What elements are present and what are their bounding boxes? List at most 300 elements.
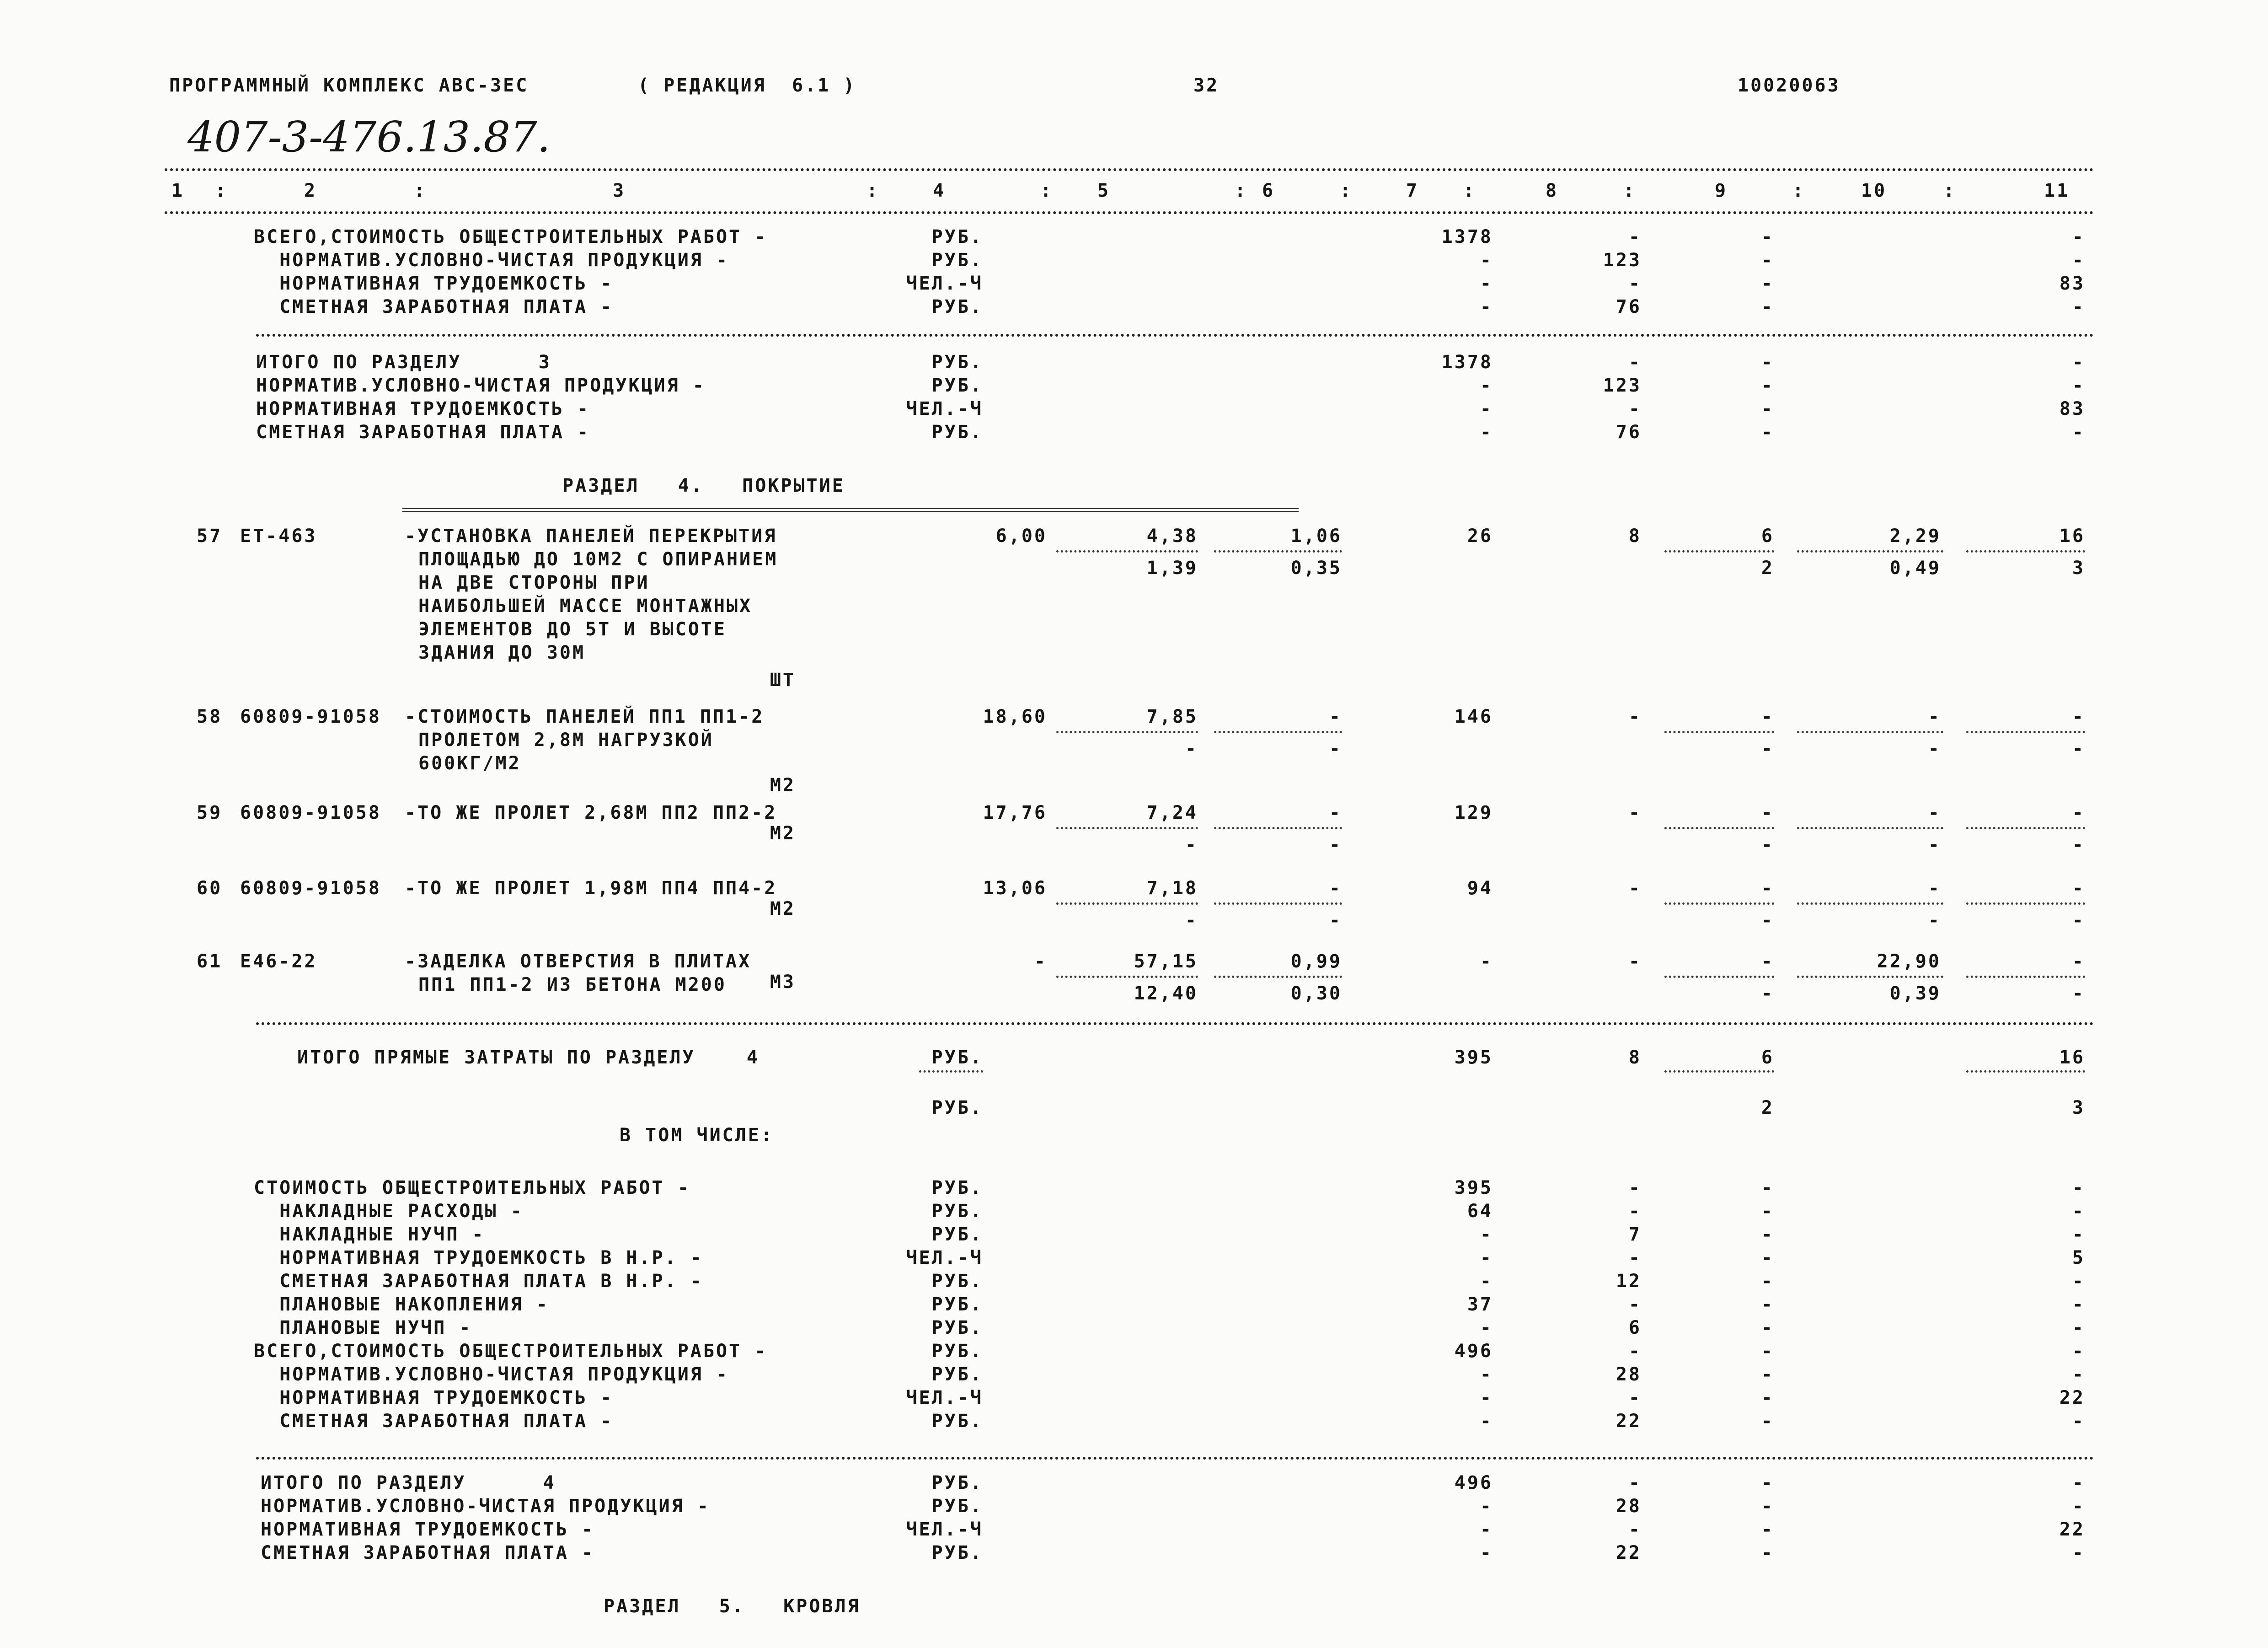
column-header: :	[1623, 180, 1637, 201]
cell-col9: -	[1761, 706, 1774, 727]
unit-cost-total: 7,24	[1146, 802, 1198, 823]
cell-col9: -	[1761, 398, 1774, 419]
item-description: ПЛОЩАДЬЮ ДО 10М2 С ОПИРАНИЕМ	[418, 549, 778, 570]
cell-col9: -	[1761, 1177, 1774, 1198]
item-unit: М3	[770, 972, 796, 993]
summary-label: ВСЕГО,СТОИМОСТЬ ОБЩЕСТРОИТЕЛЬНЫХ РАБОТ -	[254, 226, 768, 247]
cell-col10-second: 0,49	[1889, 558, 1941, 579]
cell-col11: -	[2072, 802, 2085, 823]
program-name: ПРОГРАММНЫЙ КОМПЛЕКС АВС-ЗЕС	[169, 75, 529, 96]
item-quantity: 6,00	[995, 526, 1047, 547]
cell-col9: -	[1761, 250, 1774, 271]
cell-col10: -	[1928, 878, 1941, 899]
sub-rule	[1056, 731, 1198, 733]
sub-rule	[1966, 550, 2085, 553]
column-header: :	[414, 180, 427, 201]
item-unit: М2	[770, 898, 796, 919]
column-header: 6	[1262, 180, 1275, 201]
cell-col8: -	[1628, 1201, 1642, 1222]
summary-label: НОРМАТИВНАЯ ТРУДОЕМКОСТЬ -	[254, 1387, 614, 1408]
item-quantity: 13,06	[983, 878, 1047, 899]
cell-col11-second: 3	[2072, 558, 2085, 579]
unit-label: РУБ.	[931, 1047, 983, 1068]
rule	[165, 168, 2094, 171]
column-header: 5	[1097, 180, 1111, 201]
unit-cost-wage-second: -	[1329, 910, 1342, 931]
cell-col11: -	[2072, 296, 2085, 317]
item-description: ПРОЛЕТОМ 2,8М НАГРУЗКОЙ	[418, 730, 714, 751]
cell-col11: 83	[2059, 398, 2085, 419]
sub-rule	[1056, 902, 1198, 905]
cell-col8: 76	[1615, 422, 1642, 443]
sub-rule	[1797, 827, 1943, 829]
item-number: 60	[197, 878, 223, 899]
cell-col9: -	[1761, 1519, 1774, 1540]
summary-label: СМЕТНАЯ ЗАРАБОТНАЯ ПЛАТА -	[254, 296, 614, 317]
unit-cost-total: 7,85	[1146, 706, 1198, 727]
item-description: -УСТАНОВКА ПАНЕЛЕЙ ПЕРЕКРЫТИЯ	[405, 526, 777, 547]
cell-col8: -	[1628, 1387, 1642, 1408]
edition-label: ( РЕДАКЦИЯ 6.1 )	[638, 75, 856, 96]
cell-col9: -	[1761, 1542, 1774, 1563]
sub-rule	[1966, 902, 2085, 905]
unit-cost-total-second: -	[1185, 834, 1198, 855]
cell-col9: -	[1761, 1271, 1774, 1292]
cell-col8: -	[1628, 706, 1642, 727]
unit-cost-total-second: 12,40	[1134, 983, 1198, 1004]
cell-col8: 28	[1615, 1364, 1642, 1385]
cell-col10: 22,90	[1877, 951, 1941, 972]
item-code: 60809-91058	[240, 878, 381, 899]
cell-col8: 123	[1603, 375, 1642, 396]
unit-cost-wage-second: 0,35	[1290, 558, 1342, 579]
cell-col7: -	[1480, 250, 1493, 271]
summary-label: ИТОГО ПО РАЗДЕЛУ 3	[256, 352, 551, 373]
cell-col7: -	[1480, 1387, 1493, 1408]
cell-col9-second: -	[1761, 910, 1774, 931]
unit-cost-wage-second: 0,30	[1290, 983, 1342, 1004]
sub-rule	[1797, 550, 1943, 553]
unit-label: РУБ.	[931, 1224, 983, 1245]
cell-col9: 6	[1761, 526, 1774, 547]
rule	[256, 334, 2094, 337]
column-header: :	[1463, 180, 1476, 201]
summary-label: ИТОГО ПО РАЗДЕЛУ 4	[261, 1472, 556, 1493]
summary-label: ПЛАНОВЫЕ НУЧП -	[254, 1317, 472, 1338]
cell-col11: 16	[2059, 1047, 2085, 1068]
unit-label: ЧЕЛ.-Ч	[906, 1387, 983, 1408]
summary-label: НОРМАТИВНАЯ ТРУДОЕМКОСТЬ В Н.Р. -	[254, 1247, 703, 1268]
unit-label: РУБ.	[931, 250, 983, 271]
cell-col8: -	[1628, 1341, 1642, 1362]
unit-label: РУБ.	[931, 296, 983, 317]
unit-cost-wage-second: -	[1329, 834, 1342, 855]
item-description: ЗДАНИЯ ДО 30М	[418, 642, 586, 663]
cell-col11: -	[2072, 878, 2085, 899]
column-header: 2	[304, 180, 317, 201]
sub-rule	[1797, 902, 1943, 905]
cell-col9: -	[1761, 1496, 1774, 1517]
cell-col11: 22	[2059, 1387, 2085, 1408]
cell-col8: 123	[1603, 250, 1642, 271]
cell-col9: -	[1761, 1411, 1774, 1432]
summary-label: СМЕТНАЯ ЗАРАБОТНАЯ ПЛАТА -	[261, 1542, 595, 1563]
column-header: 10	[1861, 180, 1887, 201]
cell-col11: 22	[2059, 1519, 2085, 1540]
cell-col9-second: -	[1761, 983, 1774, 1004]
cell-col9: -	[1761, 422, 1774, 443]
summary-label: СТОИМОСТЬ ОБЩЕСТРОИТЕЛЬНЫХ РАБОТ -	[254, 1177, 690, 1198]
cell-col9: -	[1761, 878, 1774, 899]
cell-col11-second: -	[2072, 834, 2085, 855]
summary-label: НОРМАТИВ.УСЛОВНО-ЧИСТАЯ ПРОДУКЦИЯ -	[254, 1364, 729, 1385]
column-header: :	[1340, 180, 1353, 201]
cell-col8: 12	[1615, 1271, 1642, 1292]
sub-rule	[1664, 731, 1774, 733]
cell-col11: -	[2072, 1542, 2085, 1563]
cell-col11-second: -	[2072, 738, 2085, 759]
cell-col9: 6	[1761, 1047, 1774, 1068]
sub-rule	[1214, 902, 1342, 905]
unit-cost-total: 7,18	[1146, 878, 1198, 899]
cell-col9-second: 2	[1761, 1097, 1774, 1118]
cell-col10: -	[1928, 802, 1941, 823]
cell-col11: -	[2072, 250, 2085, 271]
cell-col11: -	[2072, 1201, 2085, 1222]
total-cost: 26	[1467, 526, 1493, 547]
column-header: 1	[171, 180, 185, 201]
item-number: 57	[197, 526, 223, 547]
total-cost: 146	[1454, 706, 1493, 727]
cell-col11: -	[2072, 706, 2085, 727]
column-header: 9	[1715, 180, 1728, 201]
cell-col8: 22	[1615, 1542, 1642, 1563]
cell-col8: 76	[1615, 296, 1642, 317]
unit-label: РУБ.	[931, 1271, 983, 1292]
cell-col7: 1378	[1441, 226, 1493, 247]
item-unit: М2	[770, 823, 796, 844]
sub-rule	[1056, 550, 1198, 553]
cell-col7: -	[1480, 1317, 1493, 1338]
sub-rule	[1664, 976, 1774, 978]
cell-col9-second: 2	[1761, 558, 1774, 579]
unit-label: РУБ.	[931, 1472, 983, 1493]
item-code: 60809-91058	[240, 802, 381, 823]
item-unit: ШТ	[770, 670, 796, 691]
sub-rule	[1966, 827, 2085, 829]
cell-col9: -	[1761, 352, 1774, 373]
unit-label: РУБ.	[931, 352, 983, 373]
item-description: НАИБОЛЬШЕЙ МАССЕ МОНТАЖНЫХ	[418, 596, 753, 617]
column-header: :	[1792, 180, 1806, 201]
column-header: :	[215, 180, 228, 201]
cell-col7: 395	[1454, 1177, 1493, 1198]
unit-label: РУБ.	[931, 1542, 983, 1563]
cell-col9: -	[1761, 1387, 1774, 1408]
item-description: ПП1 ПП1-2 ИЗ БЕТОНА М200	[418, 974, 727, 995]
cell-col8: -	[1628, 273, 1642, 294]
unit-cost-total: 4,38	[1146, 526, 1198, 547]
cell-col9-second: -	[1761, 834, 1774, 855]
unit-label: РУБ.	[931, 1201, 983, 1222]
cell-col7: -	[1480, 375, 1493, 396]
unit-label: ЧЕЛ.-Ч	[906, 1247, 983, 1268]
cell-col9: -	[1761, 226, 1774, 247]
cell-col7: -	[1480, 1271, 1493, 1292]
direct-totals-label: ИТОГО ПРЯМЫЕ ЗАТРАТЫ ПО РАЗДЕЛУ 4	[297, 1047, 760, 1068]
section-title: РАЗДЕЛ 5. КРОВЛЯ	[604, 1596, 861, 1617]
summary-label: ПЛАНОВЫЕ НАКОПЛЕНИЯ -	[254, 1294, 549, 1315]
unit-label: РУБ.	[931, 1341, 983, 1362]
unit-cost-wage: -	[1329, 706, 1342, 727]
unit-label: РУБ.	[931, 1496, 983, 1517]
cell-col11: -	[2072, 951, 2085, 972]
cell-col9: -	[1761, 1364, 1774, 1385]
cell-col11: -	[2072, 1294, 2085, 1315]
cell-col11: 16	[2059, 526, 2085, 547]
column-header: :	[1235, 180, 1248, 201]
cell-col8: -	[1628, 1177, 1642, 1198]
unit-cost-wage-second: -	[1329, 738, 1342, 759]
item-description: 600КГ/М2	[418, 753, 521, 774]
column-header: 11	[2044, 180, 2070, 201]
item-code: ЕТ-463	[240, 526, 317, 547]
cell-col7: -	[1480, 422, 1493, 443]
cell-col11: -	[2072, 1496, 2085, 1517]
cell-col11: -	[2072, 422, 2085, 443]
cell-col11-second: -	[2072, 910, 2085, 931]
cell-col9: -	[1761, 1247, 1774, 1268]
cell-col10-second: 0,39	[1889, 983, 1941, 1004]
cell-col11: 5	[2072, 1247, 2085, 1268]
cell-col10-second: -	[1928, 834, 1941, 855]
document-code: 10020063	[1738, 75, 1840, 96]
cell-col8: 6	[1628, 1317, 1642, 1338]
item-description: ЭЛЕМЕНТОВ ДО 5Т И ВЫСОТЕ	[418, 619, 727, 640]
cell-col11-second: -	[2072, 983, 2085, 1004]
summary-label: НОРМАТИВНАЯ ТРУДОЕМКОСТЬ -	[256, 398, 590, 419]
summary-label: ВСЕГО,СТОИМОСТЬ ОБЩЕСТРОИТЕЛЬНЫХ РАБОТ -	[254, 1341, 768, 1362]
item-number: 59	[197, 802, 223, 823]
cell-col9: -	[1761, 1224, 1774, 1245]
column-header: 8	[1546, 180, 1559, 201]
cell-col11: -	[2072, 1271, 2085, 1292]
cell-col9: -	[1761, 296, 1774, 317]
sub-rule	[1056, 976, 1198, 978]
cell-col8: -	[1628, 802, 1642, 823]
cell-col8: 22	[1615, 1411, 1642, 1432]
unit-label: ЧЕЛ.-Ч	[906, 398, 983, 419]
sub-rule	[1214, 827, 1342, 829]
cell-col8: -	[1628, 1519, 1642, 1540]
handwritten-reference: 407-3-476.13.87.	[187, 113, 551, 161]
cell-col11: -	[2072, 1224, 2085, 1245]
unit-cost-total: 57,15	[1134, 951, 1198, 972]
summary-label: НАКЛАДНЫЕ НУЧП -	[254, 1224, 485, 1245]
cell-col11: -	[2072, 1341, 2085, 1362]
summary-label: НОРМАТИВНАЯ ТРУДОЕМКОСТЬ -	[261, 1519, 595, 1540]
unit-label: РУБ.	[931, 1097, 983, 1118]
page-number: 32	[1193, 75, 1220, 96]
unit-label: ЧЕЛ.-Ч	[906, 273, 983, 294]
cell-col8: -	[1628, 1294, 1642, 1315]
cell-col9: -	[1761, 1472, 1774, 1493]
unit-label: ЧЕЛ.-Ч	[906, 1519, 983, 1540]
item-description: -ТО ЖЕ ПРОЛЕТ 2,68М ПП2 ПП2-2	[405, 802, 777, 823]
cell-col7: -	[1480, 1364, 1493, 1385]
unit-cost-wage: -	[1329, 802, 1342, 823]
cell-col8: -	[1628, 398, 1642, 419]
total-cost: -	[1480, 951, 1493, 972]
cell-col8: -	[1628, 1472, 1642, 1493]
sub-rule	[1664, 550, 1774, 553]
summary-label: НАКЛАДНЫЕ РАСХОДЫ -	[254, 1201, 524, 1222]
section-underline	[402, 508, 1299, 512]
cell-col7: 496	[1454, 1341, 1493, 1362]
cell-col7: 496	[1454, 1472, 1493, 1493]
cell-col7: -	[1480, 1519, 1493, 1540]
cell-col10-second: -	[1928, 910, 1941, 931]
item-unit: М2	[770, 775, 796, 796]
summary-label: НОРМАТИВНАЯ ТРУДОЕМКОСТЬ -	[254, 273, 614, 294]
unit-label: РУБ.	[931, 1177, 983, 1198]
sub-rule	[1214, 550, 1342, 553]
cell-col10: -	[1928, 706, 1941, 727]
unit-label: РУБ.	[931, 1317, 983, 1338]
cell-col9: -	[1761, 375, 1774, 396]
unit-cost-total-second: 1,39	[1146, 558, 1198, 579]
summary-label: СМЕТНАЯ ЗАРАБОТНАЯ ПЛАТА -	[256, 422, 590, 443]
total-cost: 129	[1454, 802, 1493, 823]
unit-label: РУБ.	[931, 1411, 983, 1432]
section-title: РАЗДЕЛ 4. ПОКРЫТИЕ	[562, 475, 845, 496]
column-header: :	[1040, 180, 1054, 201]
column-header: :	[867, 180, 880, 201]
summary-label: НОРМАТИВ.УСЛОВНО-ЧИСТАЯ ПРОДУКЦИЯ -	[261, 1496, 710, 1517]
sub-rule	[1056, 827, 1198, 829]
cell-col8: 8	[1628, 1047, 1642, 1068]
sub-rule	[1966, 1070, 2085, 1073]
cell-col9: -	[1761, 1341, 1774, 1362]
cell-col9-second: -	[1761, 738, 1774, 759]
cell-col11: -	[2072, 1177, 2085, 1198]
cell-col8: -	[1628, 226, 1642, 247]
sub-rule	[1797, 731, 1943, 733]
cell-col7: -	[1480, 273, 1493, 294]
unit-label: РУБ.	[931, 1364, 983, 1385]
cell-col9: -	[1761, 1294, 1774, 1315]
cell-col11: -	[2072, 1364, 2085, 1385]
cell-col8: 7	[1628, 1224, 1642, 1245]
unit-cost-wage: -	[1329, 878, 1342, 899]
cell-col9: -	[1761, 1201, 1774, 1222]
unit-label: РУБ.	[931, 226, 983, 247]
column-header: 3	[613, 180, 626, 201]
unit-label: РУБ.	[931, 422, 983, 443]
cell-col7: 395	[1454, 1047, 1493, 1068]
sub-rule	[1214, 731, 1342, 733]
summary-label: СМЕТНАЯ ЗАРАБОТНАЯ ПЛАТА -	[254, 1411, 614, 1432]
cell-col11: -	[2072, 352, 2085, 373]
cell-col9: -	[1761, 951, 1774, 972]
cell-col8: -	[1628, 1247, 1642, 1268]
cell-col7: 1378	[1441, 352, 1493, 373]
cell-col8: -	[1628, 878, 1642, 899]
cell-col11: -	[2072, 226, 2085, 247]
item-description: -СТОИМОСТЬ ПАНЕЛЕЙ ПП1 ПП1-2	[405, 706, 765, 727]
column-header: :	[1943, 180, 1957, 201]
including-label: В ТОМ ЧИСЛЕ:	[620, 1125, 774, 1146]
cell-col7: -	[1480, 296, 1493, 317]
summary-label: НОРМАТИВ.УСЛОВНО-ЧИСТАЯ ПРОДУКЦИЯ -	[256, 375, 706, 396]
cell-col7: -	[1480, 1542, 1493, 1563]
item-quantity: 18,60	[983, 706, 1047, 727]
sub-rule	[1214, 976, 1342, 978]
item-quantity: -	[1034, 951, 1047, 972]
sub-rule	[1664, 1070, 1774, 1073]
item-code: Е46-22	[240, 951, 317, 972]
cell-col11: -	[2072, 1317, 2085, 1338]
sub-rule	[1966, 976, 2085, 978]
unit-label: РУБ.	[931, 1294, 983, 1315]
rule	[165, 211, 2094, 214]
cell-col11: -	[2072, 1472, 2085, 1493]
unit-cost-total-second: -	[1185, 910, 1198, 931]
cell-col7: -	[1480, 1224, 1493, 1245]
item-description: -ЗАДЕЛКА ОТВЕРСТИЯ В ПЛИТАХ	[405, 951, 752, 972]
total-cost: 94	[1467, 878, 1493, 899]
item-description: НА ДВЕ СТОРОНЫ ПРИ	[418, 572, 650, 593]
item-description: -ТО ЖЕ ПРОЛЕТ 1,98М ПП4 ПП4-2	[405, 878, 777, 899]
cell-col7: 37	[1467, 1294, 1493, 1315]
cell-col8: -	[1628, 951, 1642, 972]
item-quantity: 17,76	[983, 802, 1047, 823]
cell-col7: -	[1480, 398, 1493, 419]
sub-rule	[1797, 976, 1943, 978]
item-code: 60809-91058	[240, 706, 381, 727]
sub-rule	[1664, 902, 1774, 905]
cell-col11-second: 3	[2072, 1097, 2085, 1118]
cell-col7: -	[1480, 1496, 1493, 1517]
sub-rule	[919, 1070, 983, 1073]
item-number: 61	[197, 951, 223, 972]
cell-col10: 2,29	[1889, 526, 1941, 547]
cell-col9: -	[1761, 802, 1774, 823]
cell-col9: -	[1761, 273, 1774, 294]
cell-col8: -	[1628, 352, 1642, 373]
cell-col8: 8	[1628, 526, 1642, 547]
sub-rule	[1966, 731, 2085, 733]
unit-cost-wage: 0,99	[1290, 951, 1342, 972]
cell-col10-second: -	[1928, 738, 1941, 759]
cell-col11: -	[2072, 375, 2085, 396]
column-header: 7	[1406, 180, 1419, 201]
column-header: 4	[933, 180, 946, 201]
cell-col9: -	[1761, 1317, 1774, 1338]
item-number: 58	[197, 706, 223, 727]
rule	[256, 1022, 2094, 1025]
cell-col7: -	[1480, 1247, 1493, 1268]
cell-col8: 28	[1615, 1496, 1642, 1517]
summary-label: СМЕТНАЯ ЗАРАБОТНАЯ ПЛАТА В Н.Р. -	[254, 1271, 703, 1292]
cell-col7: -	[1480, 1411, 1493, 1432]
cell-col7: 64	[1467, 1201, 1493, 1222]
unit-cost-total-second: -	[1185, 738, 1198, 759]
cell-col11: 83	[2059, 273, 2085, 294]
unit-label: РУБ.	[931, 375, 983, 396]
cell-col11: -	[2072, 1411, 2085, 1432]
summary-label: НОРМАТИВ.УСЛОВНО-ЧИСТАЯ ПРОДУКЦИЯ -	[254, 250, 729, 271]
